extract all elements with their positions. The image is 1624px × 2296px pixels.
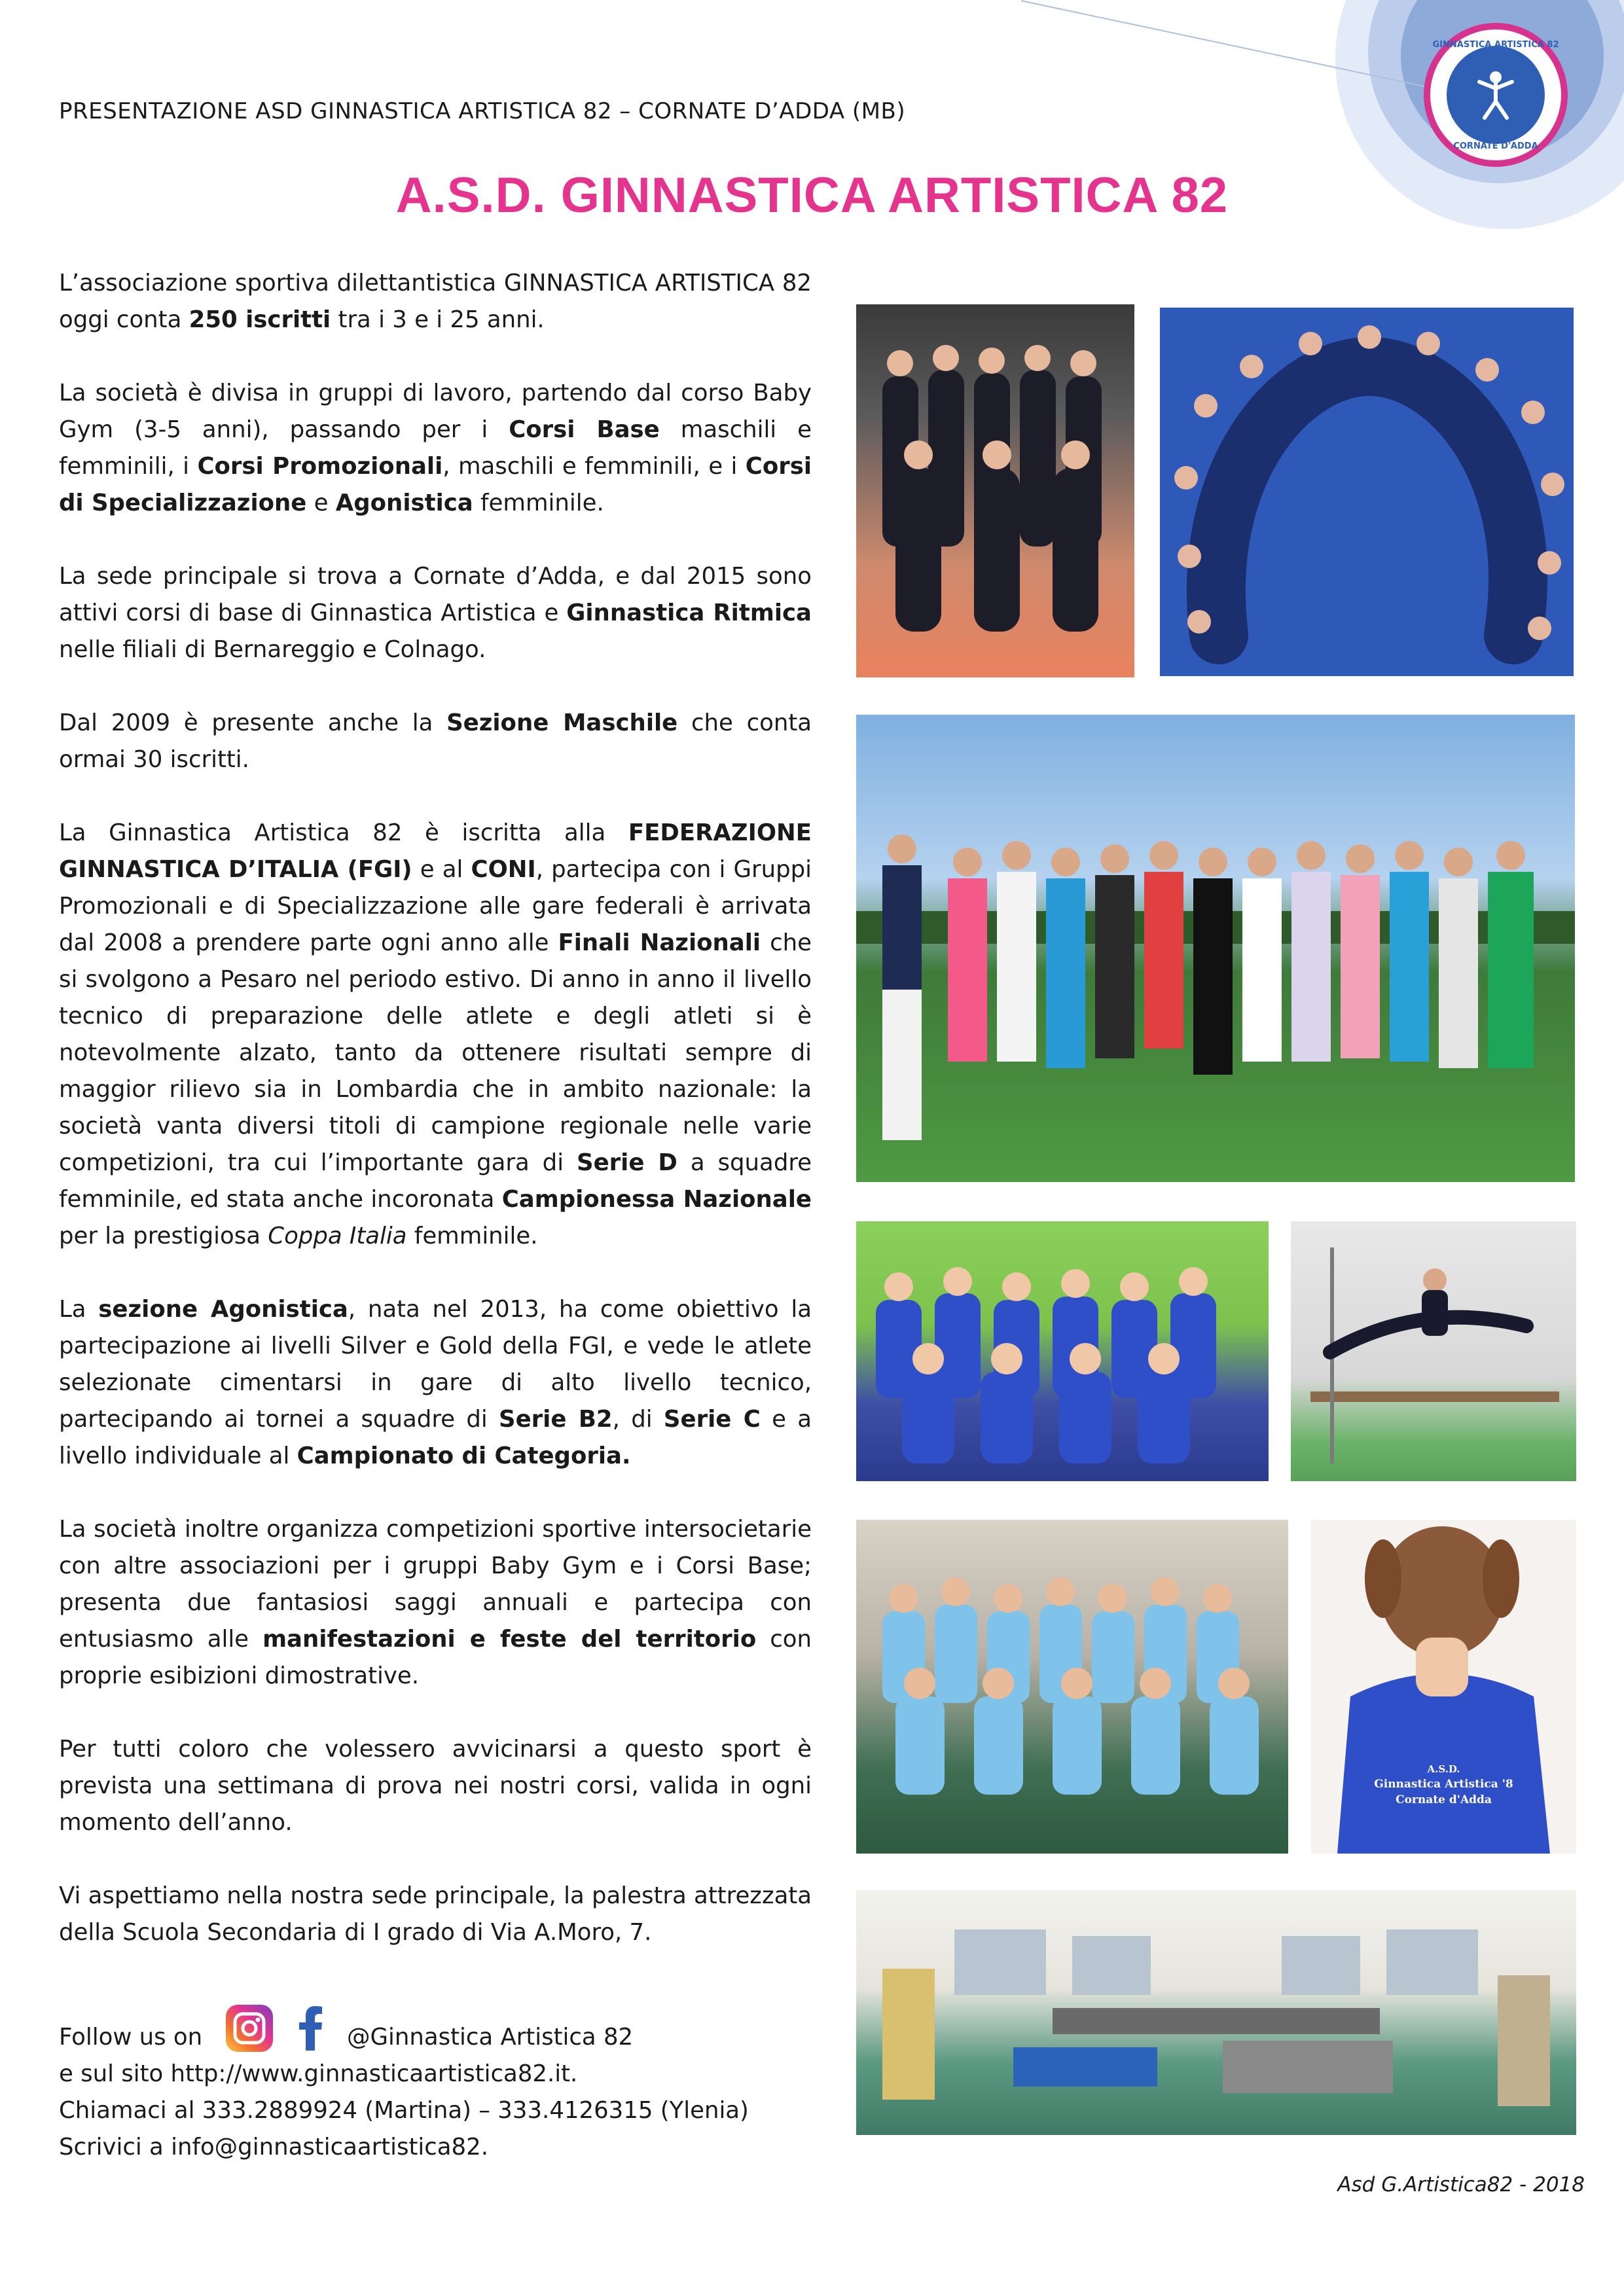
paragraph-2: La società è divisa in gruppi di lavoro, partendo dal corso Baby Gym (3-5 anni), passando per i Corsi Base maschili e femminili, i Corsi Promozionali, maschili e femminili, e i Corsi di Specializzazione e Agonistica femminile.: [59, 380, 812, 516]
photo-gym-hall: [856, 1890, 1576, 2135]
phone-line: Chiamaci al 333.2889924 (Martina) – 333.4126315 (Ylenia): [59, 2097, 749, 2124]
follow-line: [59, 2019, 749, 2056]
website-line: e sul sito http://www.ginnasticaartistica82.it.: [59, 2060, 578, 2087]
shirt-text-line-1: A.S.D.: [1427, 1763, 1460, 1775]
instagram-icon[interactable]: [226, 2005, 273, 2052]
photo-girl-shirt: [1311, 1520, 1576, 1854]
photo-gymnasts-circle: [1160, 308, 1574, 676]
page-title: A.S.D. GINNASTICA ARTISTICA 82: [395, 168, 1229, 223]
contact-block: [59, 2019, 749, 2166]
photo-medal-gymnasts: [856, 304, 1134, 677]
photo-gymnast-leap: [1291, 1221, 1576, 1481]
logo-top-text: GINNASTICA ARTISTICA 82: [1432, 40, 1559, 50]
social-handle: @Ginnastica Artistica 82: [347, 2024, 634, 2051]
paragraph-1: L’associazione sportiva dilettantistica GINNASTICA ARTISTICA 82 oggi conta 250 iscritti tra i 3 e i 25 anni.: [59, 270, 812, 333]
shirt-text-line-3: Cornate d'Adda: [1396, 1793, 1492, 1806]
header-line: PRESENTAZIONE ASD GINNASTICA ARTISTICA 82 – CORNATE D’ADDA (MB): [59, 98, 906, 124]
footer-credit: Asd G.Artistica82 - 2018: [1337, 2173, 1585, 2197]
logo-bottom-text: CORNATE D'ADDA: [1453, 141, 1538, 151]
photo-baby-gym-group: [856, 1221, 1269, 1481]
shirt-text-line-2: Ginnastica Artistica '8: [1374, 1778, 1513, 1791]
paragraph-7: La società inoltre organizza competizioni sportive intersocietarie con altre associazioni per i gruppi Baby Gym e i Corsi Base; presenta due fantasiosi saggi annuali e partecipa con entusiasmo alle manifestazioni e feste del territorio con proprie esibizioni dimostrative.: [59, 1516, 812, 1689]
paragraph-8: Per tutti coloro che volessero avvicinarsi a questo sport è prevista una settimana di prova nei nostri corsi, valida in ogni momento dell’anno.: [59, 1736, 812, 1836]
paragraph-6: La sezione Agonistica, nata nel 2013, ha come obiettivo la partecipazione ai livelli Silver e Gold della FGI, e vede le atlete selezionate cimentarsi in gare di alto livello tecnico, partecipando ai tornei a squadre di Serie B2, di Serie C e a livello individuale al Campionato di Categoria.: [59, 1296, 812, 1469]
photo-group-field: [856, 715, 1575, 1182]
logo-emblem: [1447, 46, 1545, 144]
email-line: Scrivici a info@ginnasticaartistica82.: [59, 2134, 489, 2161]
paragraph-4: Dal 2009 è presente anche la Sezione Maschile che conta ormai 30 iscritti.: [59, 709, 812, 773]
photo-boys-group: [856, 1520, 1288, 1854]
paragraph-3: La sede principale si trova a Cornate d’Adda, e dal 2015 sono attivi corsi di base di Ginnastica Artistica e Ginnastica Ritmica nelle filiali di Bernareggio e Colnago.: [59, 563, 812, 663]
follow-label: Follow us on: [59, 2024, 203, 2051]
paragraph-9: Vi aspettiamo nella nostra sede principale, la palestra attrezzata della Scuola Secondaria di I grado di Via A.Moro, 7.: [59, 1882, 812, 1946]
gymnast-figure-icon: [1466, 65, 1525, 124]
body-text: [59, 265, 812, 1951]
paragraph-5: La Ginnastica Artistica 82 è iscritta alla FEDERAZIONE GINNASTICA D’ITALIA (FGI) e al CONI, partecipa con i Gruppi Promozionali e di Specializzazione alle gare federali è arrivata dal 2008 a prendere parte ogni anno alle Finali Nazionali che si svolgono a Pesaro nel periodo estivo. Di anno in anno il livello tecnico di preparazione delle atlete e degli atleti si è notevolmente alzato, tanto da ottenere risultati sempre di maggior rilievo sia in Lombardia che in ambito nazionale: la società vanta diversi titoli di campione regionale nelle varie competizioni, tra cui l’importante gara di Serie D a squadre femminile, ed stata anche incoronata Campionessa Nazionale per la prestigiosa Coppa Italia femminile.: [59, 819, 812, 1249]
club-logo: [1424, 23, 1568, 167]
facebook-icon[interactable]: [298, 2005, 324, 2052]
